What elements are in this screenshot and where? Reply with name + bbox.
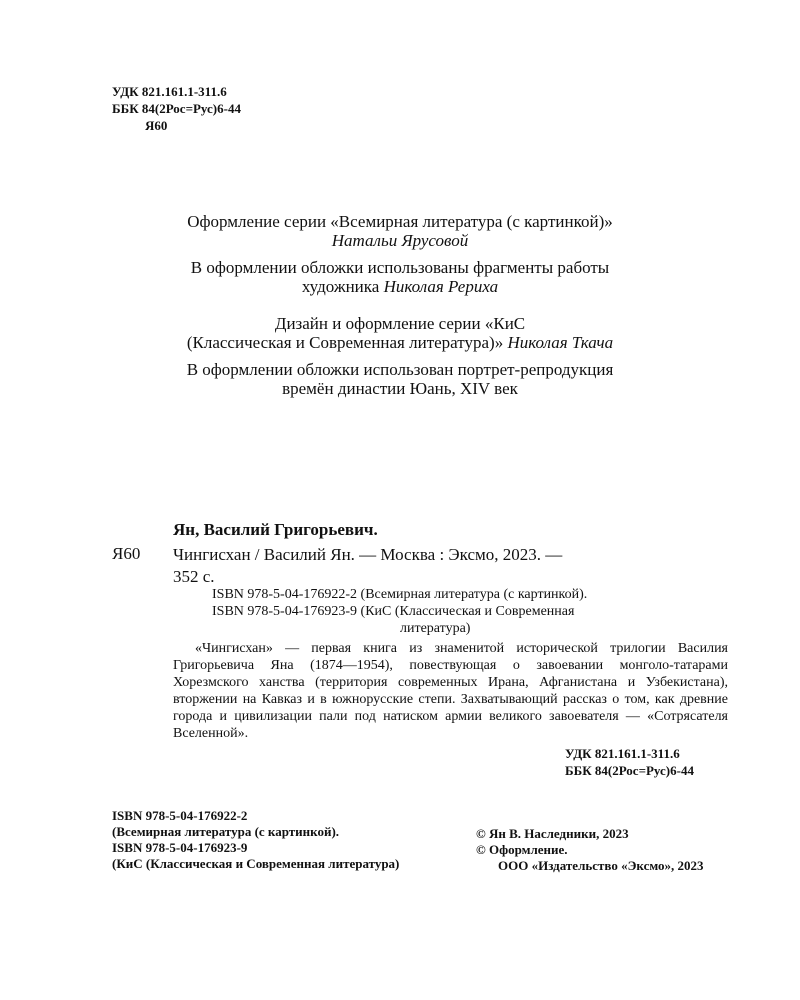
credit-text: (Классическая и Современная литература)»	[186, 333, 508, 352]
credit-name: Николая Ткача	[507, 333, 614, 352]
bbk-code: ББК 84(2Рос=Рус)6-44	[112, 101, 241, 116]
bibliographic-record	[173, 544, 733, 588]
author-heading: Ян, Василий Григорьевич.	[173, 520, 378, 539]
credit-series-design-2	[0, 314, 800, 352]
shelf-mark: Я60	[112, 544, 141, 563]
header-classification-codes	[112, 83, 241, 134]
isbn-line-continuation: литература)	[400, 621, 471, 636]
credit-series-design-1	[0, 212, 800, 250]
isbn-line: ISBN 978-5-04-176922-2 (Всемирная литература (с картинкой).	[212, 587, 588, 602]
credit-text: Дизайн и оформление серии «КиС	[274, 314, 526, 333]
bbk-code: ББК 84(2Рос=Рус)6-44	[565, 763, 694, 778]
udk-code: УДК 821.161.1-311.6	[565, 746, 680, 761]
isbn-line: ISBN 978-5-04-176923-9	[112, 840, 248, 855]
credit-cover-portrait	[0, 360, 800, 398]
annotation-text: «Чингисхан» — первая книга из знаменитой исторической трилогии Василия Григорьевича Яна (1874—1954), повествующая о завоевании монголо-татарами Хорезмского ханства (территория современных Ирана, Афганистана и Узбекистана), вторжении на Кавказ и в южнорусские степи. Захватывающий рассказ о том, как древние города и цивилизации пали под натиском армии великого завоевателя — «Сотрясателя Вселенной».	[173, 641, 728, 741]
udk-code: УДК 821.161.1-311.6	[112, 84, 227, 99]
credit-text: В оформлении обложки использован портрет-репродукция	[186, 360, 614, 379]
isbn-line: ISBN 978-5-04-176922-2	[112, 808, 248, 823]
credit-text: В оформлении обложки использованы фрагменты работы	[190, 258, 610, 277]
isbn-series: (Всемирная литература (с картинкой).	[112, 824, 340, 839]
imprint-isbn	[112, 808, 399, 872]
copyright-line: © Оформление.	[476, 842, 568, 857]
copyright-block	[476, 826, 704, 874]
isbn-series: (КиС (Классическая и Современная литература)	[112, 856, 400, 871]
credit-text: времён династии Юань, XIV век	[282, 379, 518, 398]
copyright-line: © Ян В. Наследники, 2023	[476, 826, 629, 841]
page-count: 352 с.	[173, 567, 215, 586]
title-statement: Чингисхан / Василий Ян. — Москва : Эксмо, 2023. —	[173, 545, 563, 564]
shelf-code: Я60	[145, 118, 168, 133]
isbn-block	[212, 586, 712, 637]
credit-text: художника	[301, 277, 384, 296]
credit-text: Оформление серии «Всемирная литература (с картинкой)»	[187, 212, 613, 231]
credit-name: Натальи Ярусовой	[331, 231, 469, 250]
isbn-line: ISBN 978-5-04-176923-9 (КиС (Классическая и Современная	[212, 604, 575, 619]
copyright-line: ООО «Издательство «Эксмо», 2023	[498, 858, 704, 873]
credit-name: Николая Рериха	[383, 277, 499, 296]
bottom-classification-codes	[565, 745, 694, 779]
credit-cover-fragments	[0, 258, 800, 296]
annotation	[173, 640, 728, 742]
